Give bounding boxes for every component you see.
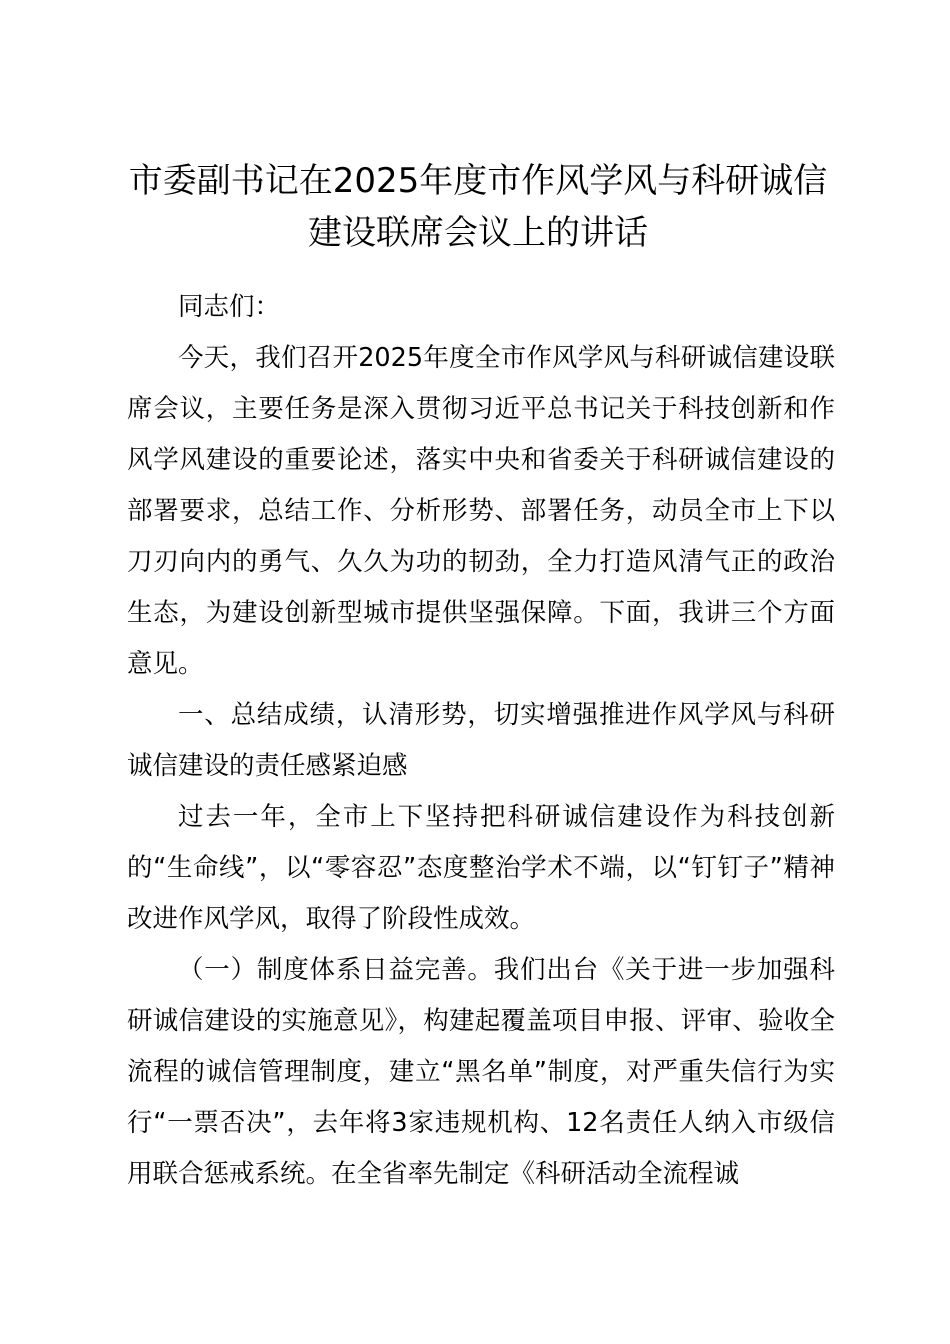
paragraph-summary: 过去一年，全市上下坚持把科研诚信建设作为科技创新的“生命线”，以“零容忍”态度整治学术不端，以“钉钉子”精神改进作风学风，取得了阶段性成效。 — [127, 802, 835, 934]
paragraph-system: （一）制度体系日益完善。我们出台《关于进一步加强科研诚信建设的实施意见》，构建起覆盖项目申报、评审、验收全流程的诚信管理制度，建立“黑名单”制度，对严重失信行为实行“一票否决”，去年将3家违规机构、12名责任人纳入市级信用联合惩戒系统。在全省率先制定《科研活动全流程诚 — [127, 955, 835, 1189]
paragraph-intro: 今天，我们召开2025年度全市作风学风与科研诚信建设联席会议，主要任务是深入贯彻习近平总书记关于科技创新和作风学风建设的重要论述，落实中央和省委关于科研诚信建设的部署要求，总结工作、分析形势、部署任务，动员全市上下以刀刃向内的勇气、久久为功的韧劲，全力打造风清气正的政治生态，为建设创新型城市提供坚强保障。下面，我讲三个方面意见。 — [127, 343, 835, 679]
document-title: 市委副书记在2025年度市作风学风与科研诚信建设联席会议上的讲话 — [128, 161, 828, 253]
salutation: 同志们： — [178, 292, 281, 322]
document-body — [127, 282, 835, 1200]
section-heading-1: 一、总结成绩，认清形势，切实增强推进作风学风与科研诚信建设的责任感紧迫感 — [127, 700, 835, 781]
